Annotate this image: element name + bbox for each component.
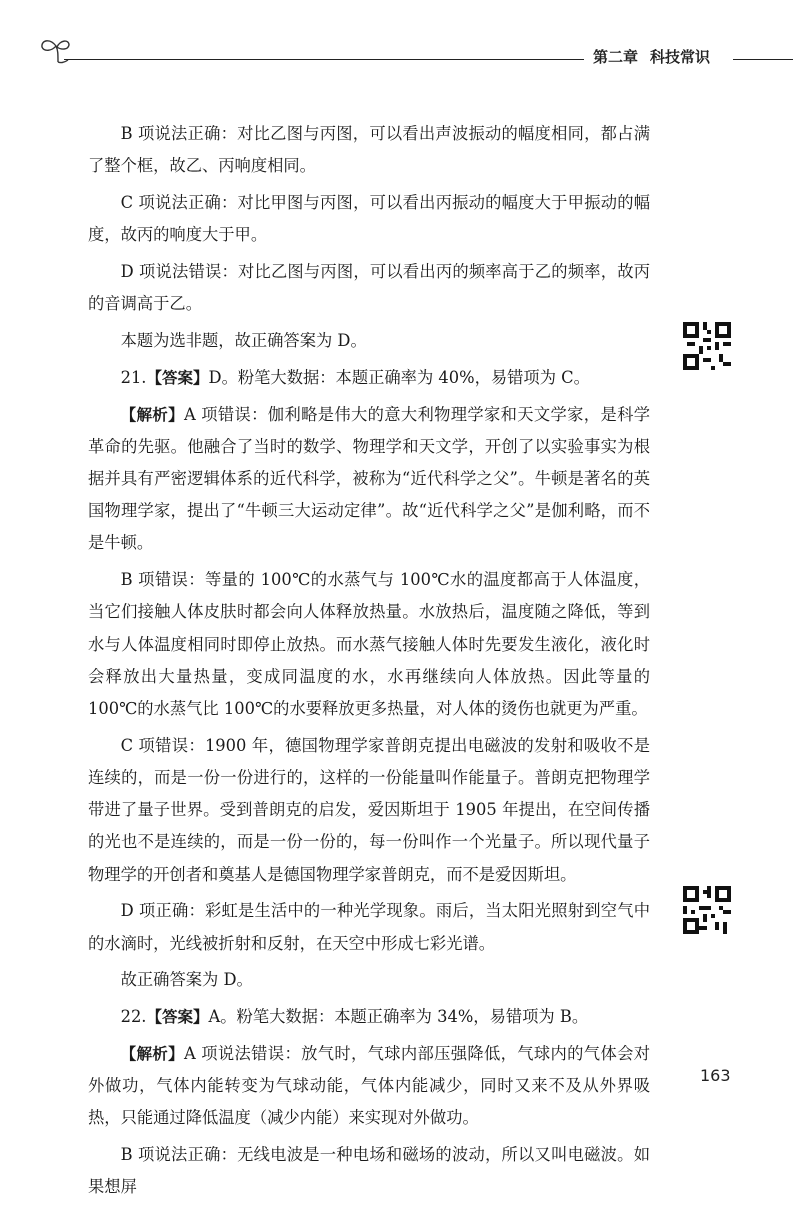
page-header (0, 0, 800, 80)
paragraph (88, 1139, 650, 1203)
paragraph (88, 187, 650, 251)
paragraph (88, 895, 650, 959)
paragraph (88, 118, 650, 182)
question-answer-22 (88, 1001, 650, 1033)
paragraph-text: C 项错误：1900 年，德国物理学家普朗克提出电磁波的发射和吸收不是连续的，而是一份一份进行的，这样的一份能量叫作能量子。普朗克把物理学带进了量子世界。受到普朗克的启发，爱因斯坦于 1905 年提出，在空间传播的光也不是连续的，而是一份一份的，每一份叫作一个光量子。所以现代量子物理学的开创者和奠基人是德国物理学家普朗克，而不是爱因斯坦。 (88, 735, 650, 884)
paragraph-text: D 项正确：彩虹是生活中的一种光学现象。雨后，当太阳光照射到空气中的水滴时，光线被折射和反射，在天空中形成七彩光谱。 (88, 901, 650, 953)
paragraph-text: B 项说法正确：无线电波是一种电场和磁场的波动，所以又叫电磁波。如果想屏 (88, 1145, 650, 1197)
header-rule-left (64, 59, 584, 60)
analysis-tag: 【解析】 (120, 1045, 184, 1064)
answer-tag: 【答案】 (146, 1008, 209, 1027)
chapter-section: 科技常识 (650, 48, 711, 66)
analysis-21 (88, 399, 650, 560)
paragraph-text: A 项错误：伽利略是伟大的意大利物理学家和天文学家，是科学革命的先驱。他融合了当时的数学、物理学和天文学，开创了以实验事实为根据并具有严密逻辑体系的近代科学，被称为“近代科学之父”。牛顿是著名的英国物理学家，提出了“牛顿三大运动定律”。故“近代科学之父”是伽利略，而不是牛顿。 (88, 404, 650, 553)
paragraph-text: B 项错误：等量的 100℃的水蒸气与 100℃水的温度都高于人体温度，当它们接触人体皮肤时都会向人体释放热量。水放热后，温度随之降低，等到水与人体温度相同时即停止放热。而水蒸气接触人体时先要发生液化，液化时会释放出大量热量，变成同温度的水，水再继续向人体放热。因此等量的 100℃的水蒸气比 100℃的水要释放更多热量，对人体的烫伤也就更为严重。 (88, 570, 650, 719)
paragraph (88, 730, 650, 891)
paragraph (88, 325, 650, 357)
analysis-22 (88, 1038, 650, 1135)
question-answer-21 (88, 362, 650, 394)
chapter-number: 第二章 (593, 48, 639, 66)
chapter-title (593, 46, 733, 67)
paragraph-text: A 项说法错误：放气时，气球内部压强降低，气球内的气体会对外做功，气体内能转变为气球动能，气体内能减少，同时又来不及从外界吸热，只能通过降低温度（减少内能）来实现对外做功。 (88, 1044, 650, 1128)
paragraph (88, 964, 650, 996)
paragraph-text: D 项说法错误：对比乙图与丙图，可以看出丙的频率高于乙的频率，故丙的音调高于乙。 (88, 262, 650, 314)
paragraph-text: C 项说法正确：对比甲图与丙图，可以看出丙振动的幅度大于甲振动的幅度，故丙的响度大于甲。 (88, 193, 650, 245)
paragraph-text: 本题为选非题，故正确答案为 D。 (120, 331, 367, 350)
paragraph (88, 256, 650, 320)
qr-code-icon[interactable] (683, 322, 731, 370)
paragraph-text: B 项说法正确：对比乙图与丙图，可以看出声波振动的幅度相同，都占满了整个框，故乙、丙响度相同。 (88, 124, 650, 176)
answer-tag: 【答案】 (146, 368, 209, 387)
page-number: 163 (700, 1066, 731, 1085)
question-number: 22. (120, 1007, 147, 1027)
paragraph (88, 564, 650, 725)
answer-explanations (88, 118, 650, 1208)
paragraph-text: A。粉笔大数据：本题正确率为 34%，易错项为 B。 (208, 1007, 589, 1027)
paragraph-text: 故正确答案为 D。 (120, 970, 253, 990)
paragraph-text: D。粉笔大数据：本题正确率为 40%，易错项为 C。 (208, 367, 590, 387)
header-rule-right (733, 59, 793, 60)
question-number: 21. (120, 367, 147, 387)
qr-code-icon[interactable] (683, 886, 731, 934)
analysis-tag: 【解析】 (120, 405, 184, 424)
